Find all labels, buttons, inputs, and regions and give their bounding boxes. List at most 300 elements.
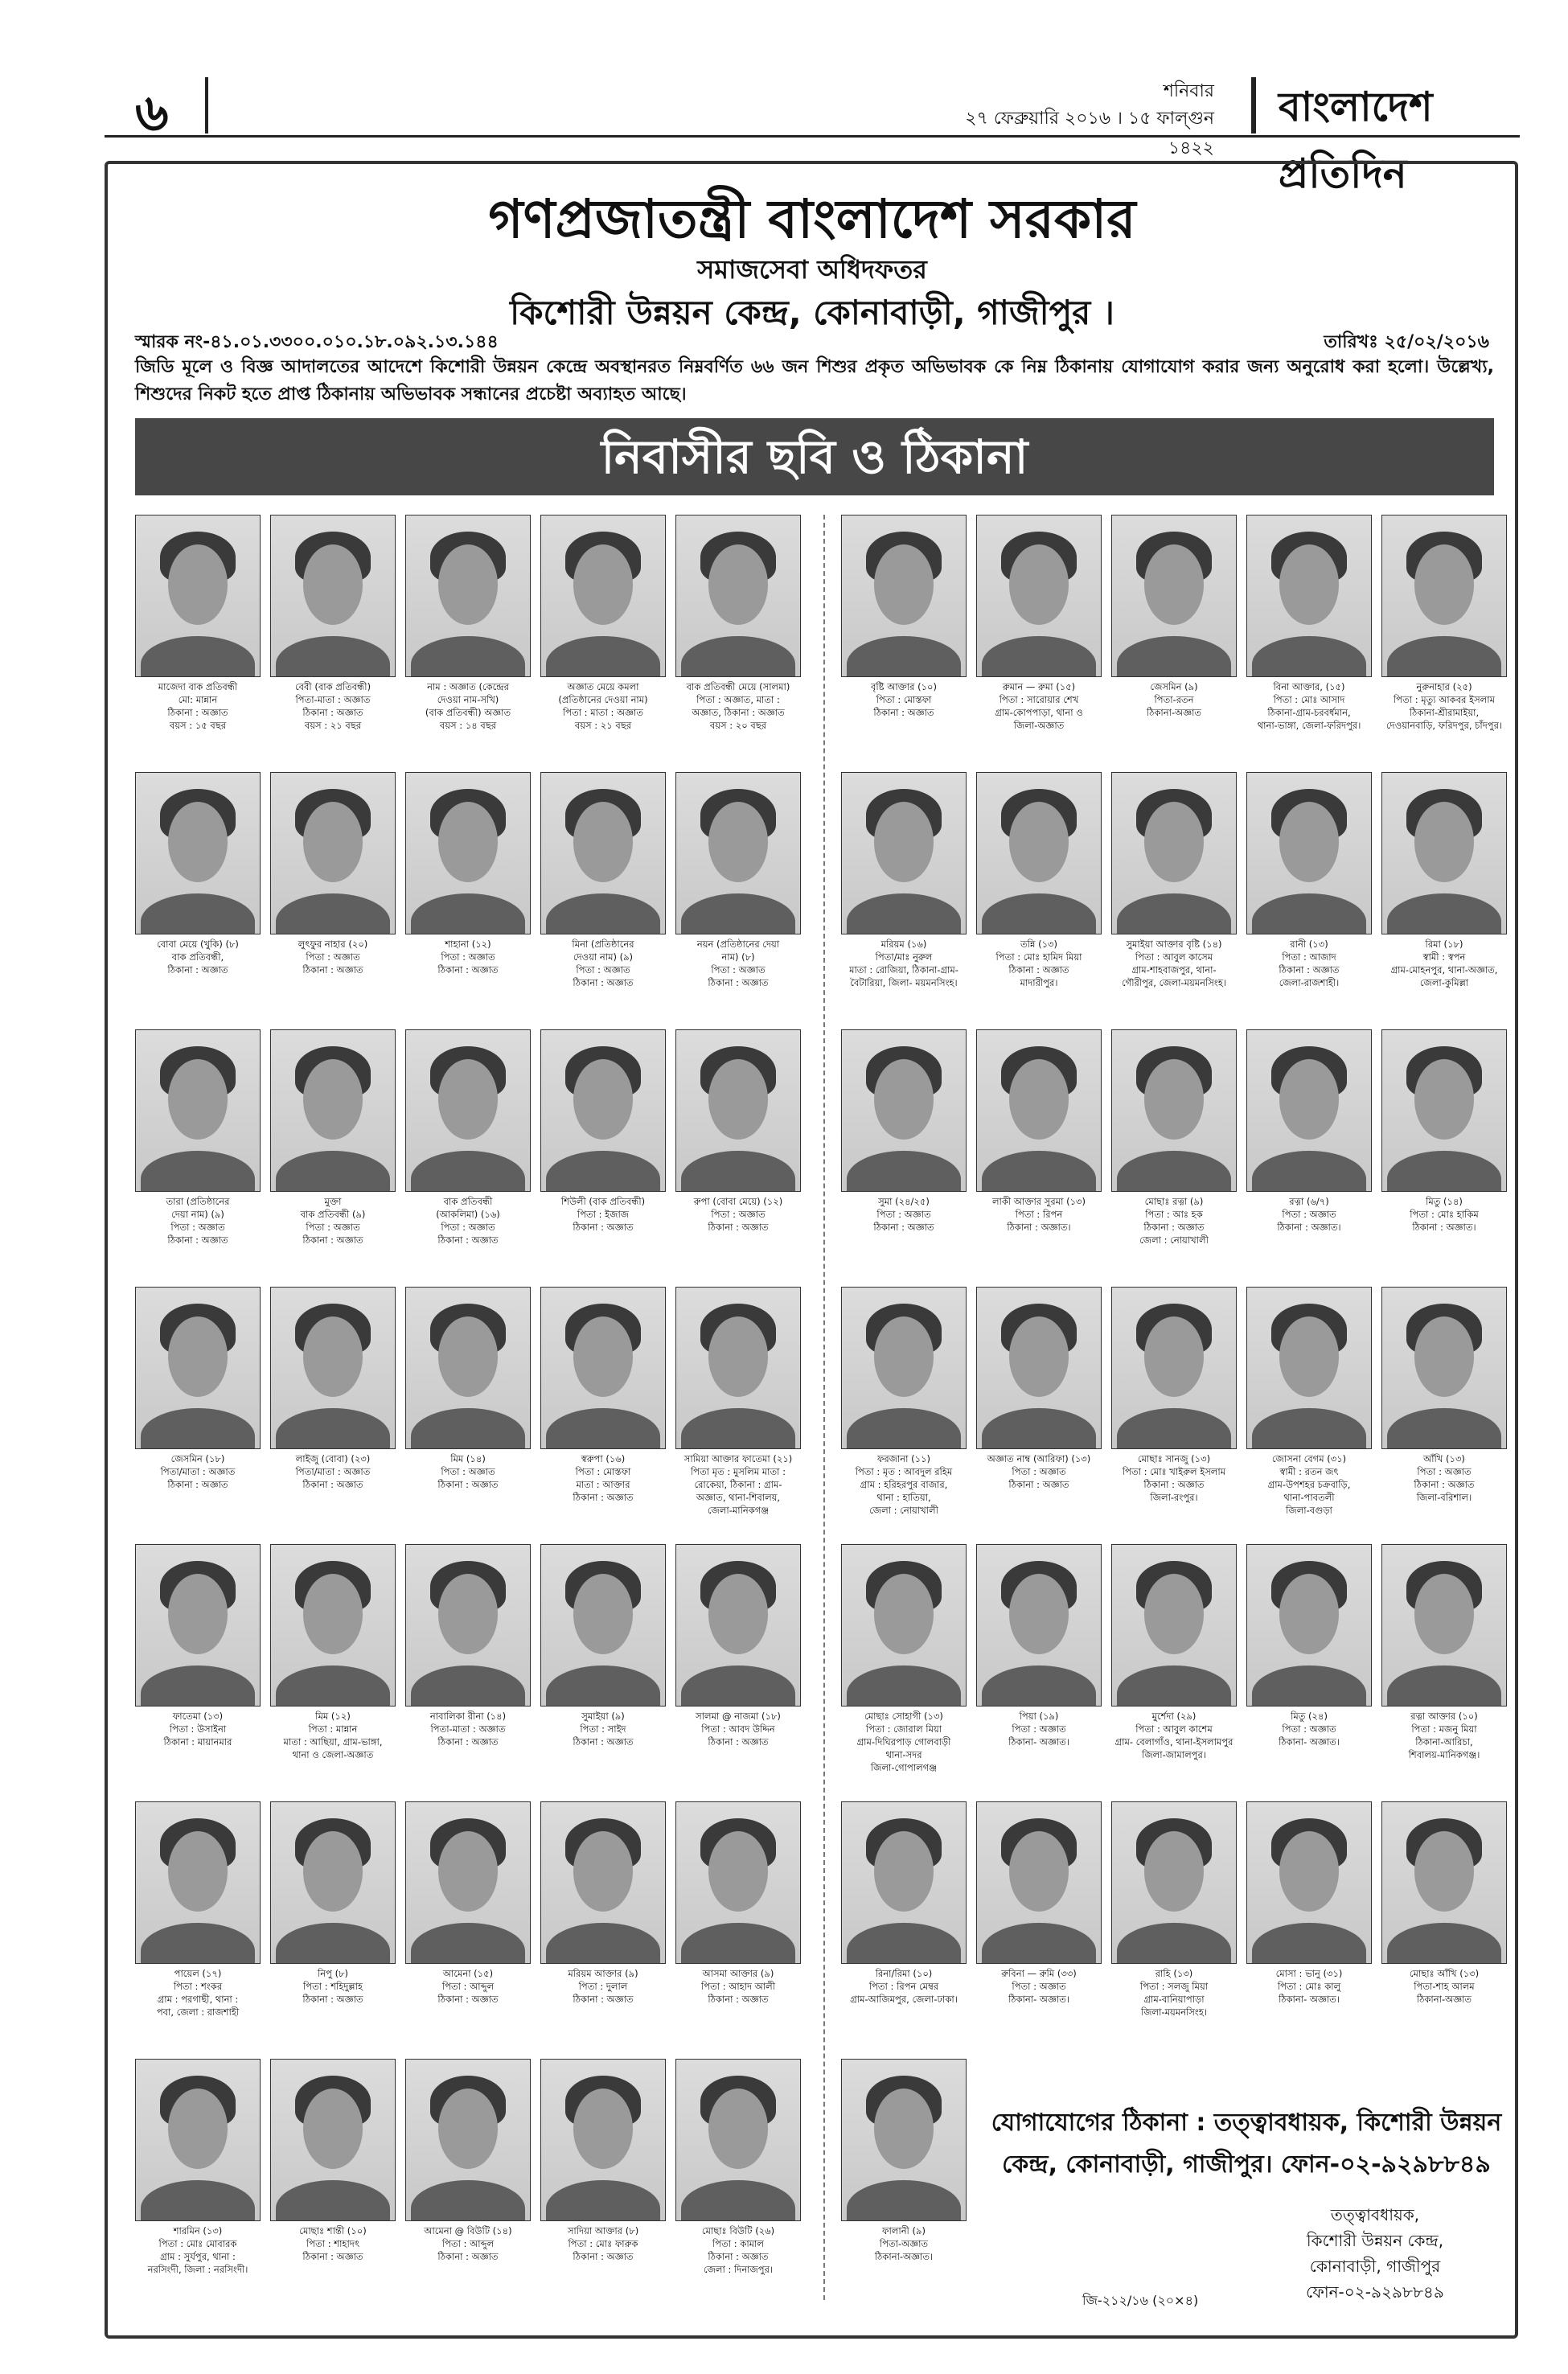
photo-face	[438, 544, 498, 625]
resident-card	[540, 1801, 666, 2043]
resident-photo	[841, 1029, 967, 1192]
resident-photo	[841, 515, 967, 677]
memo-number: স্মারক নং-৪১.০১.৩৩০০.০১০.১৮.০৯২.১৩.১৪৪	[135, 332, 499, 352]
resident-caption	[265, 1967, 400, 2006]
resident-card	[1111, 515, 1237, 756]
photo-face	[573, 544, 633, 625]
photo-face	[1414, 802, 1474, 882]
photo-body	[276, 1151, 390, 1192]
caption-line: নরসিংদী, জিলা : নরসিংদী।	[147, 2264, 248, 2275]
resident-photo	[675, 1544, 801, 1707]
resident-caption	[836, 1195, 971, 1234]
resident-caption	[1242, 938, 1377, 989]
photo-body	[1117, 893, 1231, 934]
resident-card	[405, 515, 531, 756]
resident-caption	[1106, 1195, 1242, 1247]
resident-photo	[135, 772, 261, 934]
resident-photo	[1381, 1801, 1507, 1964]
caption-line: মাতা : রোজিয়া, ঠিকানা-গ্রাম-	[849, 964, 958, 975]
caption-line: ঠিকানা-অজ্ঞাত	[1416, 1994, 1472, 2005]
photo-face	[1279, 1059, 1339, 1140]
caption-line: পিতা : মান্নান	[308, 1723, 358, 1735]
notice-department: সমাজসেবা অধিদফতর	[697, 254, 927, 285]
contact-line-1: যোগাযোগের ঠিকানা : তত্ত্বাবধায়ক, কিশোরী উন্নয়ন	[991, 2109, 1502, 2137]
notice-date: তারিখঃ ২৫/০২/২০১৬	[1324, 332, 1489, 352]
resident-card	[1381, 772, 1507, 1013]
photo-face	[168, 1574, 228, 1654]
advert-reference: জি-২১২/১৬ (২০×৪)	[1082, 2293, 1199, 2308]
resident-caption	[971, 938, 1106, 989]
caption-line: মোছাঃ বিউটি (২৬)	[701, 2225, 775, 2236]
resident-caption	[836, 938, 971, 989]
photo-face	[708, 1316, 768, 1397]
resident-caption	[836, 1452, 971, 1517]
resident-photo	[405, 2059, 531, 2221]
caption-line: রাহি (১৩)	[1155, 1968, 1193, 1979]
caption-line: ঠিকানা : অজ্ঞাত	[437, 1479, 499, 1490]
resident-caption	[671, 1967, 806, 2006]
caption-line: জোসনা বেগম (৩১)	[1271, 1453, 1347, 1464]
caption-line: মিম (১৪)	[450, 1453, 486, 1464]
resident-caption	[265, 938, 400, 976]
resident-card	[270, 2059, 396, 2300]
resident-caption	[1106, 1967, 1242, 2019]
caption-line: ঠিকানা : অজ্ঞাত	[167, 964, 228, 975]
caption-line: গৌরীপুর, জেলা-ময়মনসিংহ।	[1122, 977, 1226, 988]
photo-face	[1414, 1316, 1474, 1397]
resident-caption	[1242, 1195, 1377, 1234]
photo-body	[141, 1665, 255, 1707]
resident-photo	[405, 515, 531, 677]
contact-block	[989, 2102, 1504, 2186]
resident-caption	[536, 1452, 671, 1504]
resident-caption	[1242, 1452, 1377, 1517]
photo-body	[546, 1923, 660, 1964]
caption-line: ঠিকানা : অজ্ঞাত	[437, 2251, 499, 2262]
resident-card	[1111, 1801, 1237, 2043]
notice-office: কিশোরী উন্নয়ন কেন্দ্র, কোনাবাড়ী, গাজীপুর ।	[510, 293, 1114, 332]
resident-caption	[1377, 1452, 1512, 1504]
resident-card	[1381, 1029, 1507, 1271]
resident-photo	[405, 1287, 531, 1449]
caption-line: পিতা : ইজাজ	[577, 1209, 630, 1220]
caption-line: আমেনা @ বিউটি (১৪)	[424, 2225, 512, 2236]
resident-caption	[971, 680, 1106, 732]
resident-card	[1246, 1029, 1372, 1271]
caption-line: পিতা : আব্দুল	[441, 1981, 495, 1992]
caption-line: ঠিকানা : অজ্ঞাত	[708, 1736, 769, 1748]
caption-line: পিতা : মোস্তফা	[575, 1466, 631, 1477]
photo-face	[874, 544, 934, 625]
photo-face	[1144, 1316, 1204, 1397]
caption-line: মিম (১২)	[315, 1711, 351, 1722]
caption-line: জিলা-বরিশাল।	[1416, 1492, 1472, 1503]
resident-photo	[270, 1287, 396, 1449]
caption-line: ঠিকানা : অজ্ঞাত	[873, 707, 934, 718]
caption-line: বাক প্রতিবন্ধী মেয়ে (সালমা)	[686, 681, 790, 692]
resident-photo	[1246, 515, 1372, 677]
caption-line: থানা-সদর	[885, 1749, 922, 1760]
resident-card	[841, 1287, 967, 1528]
resident-caption	[400, 680, 536, 732]
caption-line: ঠিকানা : অজ্ঞাত	[708, 977, 769, 988]
caption-line: আঁখি (১৩)	[1423, 1453, 1465, 1464]
caption-line: অজ্ঞাত, থানা-শিবালয়,	[696, 1492, 781, 1503]
photo-face	[1009, 1831, 1069, 1912]
caption-line: ঠিকানা : অজ্ঞাত	[573, 2251, 634, 2262]
resident-caption	[971, 1967, 1106, 2006]
caption-line: পিতা : অজ্ঞাত	[711, 964, 766, 975]
caption-line: গ্রাম-উপশহর চক্রবাড়ি,	[1267, 1479, 1351, 1490]
resident-photo	[270, 1544, 396, 1707]
photo-face	[874, 1831, 934, 1912]
photo-face	[168, 2089, 228, 2169]
caption-line: বয়স : ২১ বছর	[304, 720, 362, 731]
caption-line: বিনা আক্তার, (১৫)	[1273, 681, 1345, 692]
resident-card	[1246, 515, 1372, 756]
caption-line: ঠিকানা : অজ্ঞাত	[302, 1234, 363, 1246]
photo-face	[708, 1059, 768, 1140]
caption-line: ঠিকানা : অজ্ঞাত	[302, 2251, 363, 2262]
caption-line: পিতা : অজ্ঞাত	[876, 1209, 931, 1220]
caption-line: নাম) (৮)	[721, 951, 755, 963]
photo-body	[141, 1923, 255, 1964]
caption-line: ঠিকানা : অজ্ঞাত	[167, 707, 228, 718]
caption-line: বয়স : ২০ বছর	[709, 720, 767, 731]
resident-caption	[671, 1195, 806, 1234]
resident-card	[135, 515, 261, 756]
notice-description: জিডি মূলে ও বিজ্ঞ আদালতের আদেশে কিশোরী উন্নয়ন কেন্দ্রে অবস্থানরত নিম্নবর্ণিত ৬৬ জন শিশুর প্রকৃত অভিভাবক কে নিম্ন ঠিকানায় যোগাযোগ করার জন্য অনুরোধ করা হলো। উল্লেখ্য, শিশুদের নিকট হতে প্রাপ্ত ঠিকানায় অভিভাবক সন্ধানের প্রচেষ্টা অব্যাহত আছে।	[135, 357, 1494, 405]
resident-caption	[400, 2224, 536, 2263]
photo-body	[847, 1665, 961, 1707]
photo-body	[847, 893, 961, 934]
resident-photo	[1246, 1801, 1372, 1964]
caption-line: থানা-পাবতলী	[1283, 1492, 1335, 1503]
caption-line: গ্রাম-শাহবাজপুর, থানা-	[1131, 964, 1217, 975]
caption-line: ঠিকানা : অজ্ঞাত	[302, 707, 363, 718]
caption-line: ঠিকানা : অজ্ঞাত	[573, 1736, 634, 1748]
photo-body	[1387, 636, 1501, 677]
photo-face	[1009, 1316, 1069, 1397]
caption-line: পিতা : সাইদ	[580, 1723, 626, 1735]
photo-face	[573, 1316, 633, 1397]
section-banner-title: নিবাসীর ছবি ও ঠিকানা	[601, 429, 1028, 484]
resident-photo	[976, 515, 1102, 677]
resident-card	[841, 1544, 967, 1785]
photo-body	[847, 636, 961, 677]
resident-card	[841, 1801, 967, 2043]
notice-title: গণপ্রজাতন্ত্রী বাংলাদেশ সরকার	[488, 187, 1136, 250]
photo-face	[1144, 1574, 1204, 1654]
caption-line: ঠিকানা : অজ্ঞাত	[573, 1492, 634, 1503]
caption-line: জেলা-কুমিল্লা	[1419, 977, 1469, 988]
caption-line: গ্রাম- বেলাগাঁও, থানা-ইসলামপুর	[1114, 1736, 1233, 1748]
caption-line: সামিয়া আক্তার ফাতেমা (২১)	[683, 1453, 793, 1464]
resident-photo	[540, 1287, 666, 1449]
photo-body	[411, 1923, 525, 1964]
caption-line: পিতা : মৃত্যু আকবর ইসলাম	[1394, 694, 1495, 705]
caption-line: নাবালিকা রীনা (১৪)	[429, 1711, 507, 1722]
section-banner	[135, 418, 1494, 495]
photo-body	[546, 893, 660, 934]
resident-card	[1111, 1029, 1237, 1271]
caption-line: বয়স : ২১ বছর	[574, 720, 632, 731]
caption-line: ঠিকানা : অজ্ঞাত	[1143, 1222, 1205, 1233]
photo-body	[1252, 1151, 1366, 1192]
resident-photo	[841, 2059, 967, 2221]
resident-caption	[130, 1195, 265, 1247]
photo-face	[874, 2089, 934, 2169]
photo-body	[847, 1151, 961, 1192]
caption-line: (বাক প্রতিবন্ধী) অজ্ঞাত	[425, 707, 511, 718]
photo-face	[1414, 1831, 1474, 1912]
caption-line: জিলা-জামালপুর।	[1142, 1749, 1206, 1760]
caption-line: পিতা : শাহাদৎ	[306, 2238, 359, 2249]
caption-line: শিবালয়-মানিকগঞ্জ।	[1408, 1749, 1480, 1760]
caption-line: ঠিকানা : অজ্ঞাত	[167, 1479, 228, 1490]
caption-line: পিতা-রতন	[1154, 694, 1194, 705]
caption-line: স্বামী : স্বপন	[1422, 951, 1466, 963]
photo-face	[573, 1831, 633, 1912]
resident-photo	[841, 1287, 967, 1449]
photo-face	[168, 544, 228, 625]
resident-card	[405, 1287, 531, 1528]
caption-line: মাতা : আছিয়া, গ্রাম-ভাঙ্গা,	[283, 1736, 383, 1748]
resident-caption	[536, 1710, 671, 1748]
photo-body	[141, 1408, 255, 1449]
resident-photo	[841, 1801, 967, 1964]
caption-line: লুৎফুর নাহার (২০)	[298, 939, 368, 950]
caption-line: পিতা : মৃত : আবদুল রহিম	[855, 1466, 953, 1477]
caption-line: থানা : হাতিয়া,	[876, 1492, 931, 1503]
photo-face	[1414, 544, 1474, 625]
resident-caption	[536, 2224, 671, 2263]
caption-line: ঠিকানা : অজ্ঞাত	[573, 1994, 634, 2005]
caption-line: ঠিকানা : অজ্ঞাত	[437, 1994, 499, 2005]
photo-body	[681, 2180, 795, 2221]
photo-body	[847, 1923, 961, 1964]
resident-caption	[671, 1710, 806, 1748]
issue-date: ২৭ ফেব্রুয়ারি ২০১৬ । ১৫ ফাল্গুন ১৪২২	[965, 109, 1214, 158]
resident-card	[1381, 1801, 1507, 2043]
resident-card	[976, 772, 1102, 1013]
photo-body	[681, 1665, 795, 1707]
resident-photo	[976, 1287, 1102, 1449]
caption-line: পিতা : মোস্তফা	[876, 694, 932, 705]
resident-caption	[400, 1967, 536, 2006]
caption-line: ঠিকানা : অজ্ঞাত	[873, 1222, 934, 1233]
resident-card	[1246, 772, 1372, 1013]
resident-caption	[671, 2224, 806, 2276]
photo-face	[168, 1316, 228, 1397]
resident-photo	[675, 772, 801, 934]
resident-caption	[130, 1452, 265, 1491]
caption-line: পিতা : অজ্ঞাত	[306, 951, 360, 963]
photo-face	[708, 2089, 768, 2169]
caption-line: জিলা-অজ্ঞাত	[1013, 720, 1065, 731]
caption-line: মিতু (১৪)	[1426, 1196, 1463, 1207]
resident-card	[841, 515, 967, 756]
resident-caption	[400, 1452, 536, 1491]
photo-face	[1009, 1059, 1069, 1140]
resident-caption	[1377, 938, 1512, 989]
photo-body	[847, 1408, 961, 1449]
photo-face	[708, 1574, 768, 1654]
caption-line: ঠিকানা : মায়ানমার	[163, 1736, 232, 1748]
caption-line: পিতা : অজ্ঞাত	[1282, 1209, 1336, 1220]
photo-face	[708, 1831, 768, 1912]
caption-line: লাইজু (বোবা) (২৩)	[295, 1453, 371, 1464]
caption-line: জেসমিন (৯)	[1150, 681, 1198, 692]
resident-photo	[1111, 1029, 1237, 1192]
caption-line: ঠিকানা : অজ্ঞাত	[437, 964, 499, 975]
caption-line: গ্রাম : হরিহরপুর বাজার,	[860, 1479, 948, 1490]
photo-body	[546, 636, 660, 677]
resident-caption	[836, 1710, 971, 1774]
caption-line: ঠিকানা-অজ্ঞাত	[1146, 707, 1202, 718]
caption-line: ঠিকানা-আরিচা,	[1415, 1736, 1473, 1748]
resident-photo	[405, 1029, 531, 1192]
caption-line: পবা, জেলা : রাজশাহী	[156, 2006, 240, 2018]
caption-line: অজ্ঞাত মেয়ে কমলা	[567, 681, 639, 692]
resident-photo	[1246, 1029, 1372, 1192]
caption-line: দেয়া নাম) (৯)	[171, 1209, 224, 1220]
resident-card	[675, 772, 801, 1013]
resident-caption	[1106, 1452, 1242, 1504]
resident-photo	[540, 1801, 666, 1964]
caption-line: সুমাইয়া আক্তার বৃষ্টি (১৪)	[1126, 939, 1222, 950]
caption-line: পিতা : সারোয়ার শেখ	[999, 694, 1079, 705]
caption-line: ঠিকানা : অজ্ঞাত	[437, 1736, 499, 1748]
photo-face	[1009, 1574, 1069, 1654]
resident-caption	[671, 680, 806, 732]
caption-line: তন্নি (১৩)	[1020, 939, 1058, 950]
photo-body	[276, 1923, 390, 1964]
photo-body	[1387, 1665, 1501, 1707]
caption-line: রত্না (৬/৭)	[1289, 1196, 1329, 1207]
photo-body	[1252, 1665, 1366, 1707]
resident-photo	[540, 1544, 666, 1707]
resident-photo	[976, 1029, 1102, 1192]
photo-face	[168, 802, 228, 882]
caption-line: বাক প্রতিবন্ধী,	[171, 951, 224, 963]
photo-body	[141, 893, 255, 934]
resident-photo	[675, 515, 801, 677]
caption-line: জিলা-গোপালগঞ্জ	[870, 1762, 938, 1773]
caption-line: স্বরুপা (১৬)	[581, 1453, 626, 1464]
caption-line: থানা ও জেলা-অজ্ঞাত	[292, 1749, 374, 1760]
resident-card	[675, 1544, 801, 1785]
caption-line: পিয়া (১৯)	[1019, 1711, 1059, 1722]
caption-line: জিলা-বগুড়া	[1286, 1505, 1332, 1516]
resident-caption	[836, 680, 971, 719]
caption-line: ঠিকানা : অজ্ঞাত	[708, 2251, 769, 2262]
signature-phone: ফোন-০২-৯২৯৮৮৪৯	[1306, 2282, 1444, 2302]
photo-body	[276, 636, 390, 677]
caption-line: পিতা/মাতা : অজ্ঞাত	[295, 1466, 371, 1477]
resident-card	[270, 772, 396, 1013]
caption-line: গ্রাম-আজিমপুর, জেলা-ঢাকা।	[850, 1994, 958, 2005]
caption-line: পিতা : মাতা : অজ্ঞাত	[562, 707, 644, 718]
resident-caption	[265, 1710, 400, 1761]
resident-caption	[1106, 938, 1242, 989]
resident-photo	[270, 1801, 396, 1964]
caption-line: মোছাঃ শান্তী (১০)	[299, 2225, 367, 2236]
photo-body	[546, 1151, 660, 1192]
caption-line: ঠিকানা-গ্রাম-চরবর্ধমান,	[1267, 707, 1351, 718]
resident-card	[540, 772, 666, 1013]
resident-caption	[1377, 1710, 1512, 1761]
page-number-divider	[205, 77, 208, 133]
photo-face	[1144, 802, 1204, 882]
resident-photo	[135, 1544, 261, 1707]
resident-card	[1381, 515, 1507, 756]
column-divider	[823, 515, 825, 2300]
caption-line: পিতা/মাতা : অজ্ঞাত	[160, 1466, 236, 1477]
caption-line: ঠিকানা : অজ্ঞাত।	[1007, 1222, 1071, 1233]
caption-line: পিতা : আজাদ	[1282, 951, 1336, 963]
caption-line: ফালানী (৯)	[882, 2225, 926, 2236]
caption-line: পিতা-মাতা : অজ্ঞাত	[295, 694, 371, 705]
caption-line: রিমা (১৮)	[1425, 939, 1463, 950]
resident-photo	[540, 515, 666, 677]
caption-line: ঠিকানা- অজ্ঞাত।	[1008, 1994, 1069, 2005]
photo-body	[1387, 1408, 1501, 1449]
caption-line: জেলা : দিনাজপুর।	[703, 2264, 774, 2275]
resident-card	[540, 1544, 666, 1785]
photo-face	[303, 1059, 363, 1140]
caption-line: মরিয়ম (১৬)	[880, 939, 927, 950]
photo-face	[438, 802, 498, 882]
resident-photo	[405, 772, 531, 934]
resident-caption	[836, 1967, 971, 2006]
photo-face	[874, 1316, 934, 1397]
resident-card	[405, 1029, 531, 1271]
resident-photo	[135, 1287, 261, 1449]
caption-line: পিতা : অজ্ঞাত	[1282, 1723, 1336, 1735]
photo-body	[276, 2180, 390, 2221]
photo-body	[982, 893, 1096, 934]
resident-card	[1381, 1544, 1507, 1785]
resident-photo	[675, 1287, 801, 1449]
resident-card	[405, 2059, 531, 2300]
resident-photo	[270, 1029, 396, 1192]
caption-line: পিতা : রিপন	[1015, 1209, 1063, 1220]
photo-face	[874, 1574, 934, 1654]
caption-line: ঠিকানা : অজ্ঞাত	[302, 1479, 363, 1490]
photo-body	[681, 1923, 795, 1964]
resident-card	[270, 1287, 396, 1528]
caption-line: পিতা : কামাল	[712, 2238, 764, 2249]
resident-card	[135, 1287, 261, 1528]
photo-body	[1387, 1923, 1501, 1964]
resident-card	[841, 772, 967, 1013]
caption-line: ঠিকানা : অজ্ঞাত	[302, 1994, 363, 2005]
caption-line: রুবিনা — রুমি (৩৩)	[1001, 1968, 1077, 1979]
photo-face	[438, 1059, 498, 1140]
resident-photo	[405, 1801, 531, 1964]
caption-line: পিতা : মজনু মিয়া	[1411, 1723, 1477, 1735]
resident-card	[1246, 1287, 1372, 1528]
caption-line: বেবী (বাক প্রতিবন্ধী)	[294, 681, 371, 692]
resident-caption	[536, 1195, 671, 1234]
photo-face	[1009, 802, 1069, 882]
photo-body	[1387, 893, 1501, 934]
resident-card	[976, 1801, 1102, 2043]
photo-body	[411, 1665, 525, 1707]
photo-body	[141, 2180, 255, 2221]
caption-line: রত্না আক্তার (১০)	[1410, 1711, 1478, 1722]
